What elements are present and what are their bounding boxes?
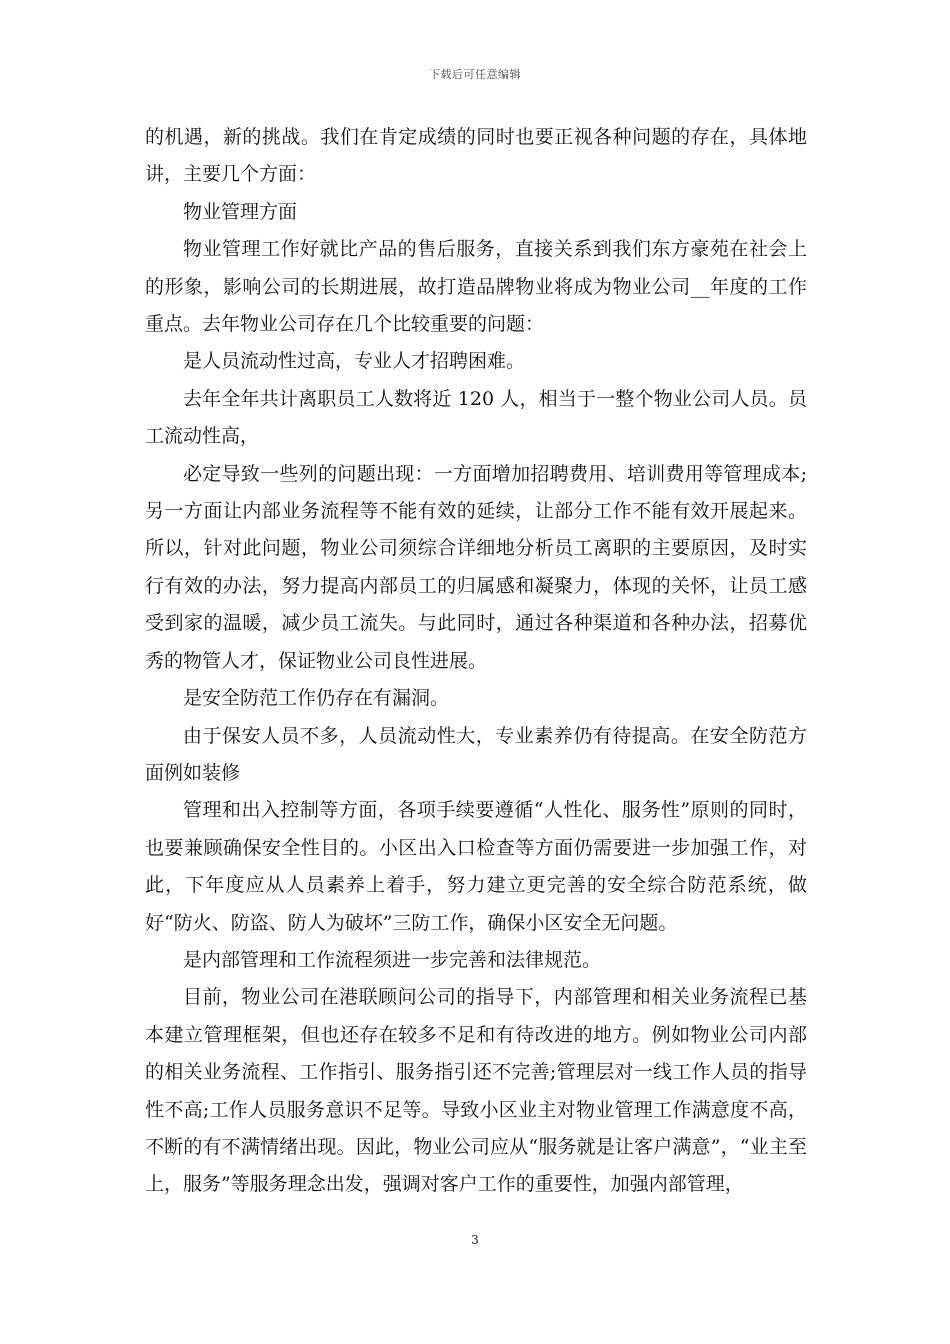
paragraph-3: 物业管理工作好就比产品的售后服务，直接关系到我们东方豪苑在社会上的形象，影响公司的长期进展，故打造品牌物业将成为物业公司__年度的工作重点。去年物业公司存在几个比较重要的问题： <box>145 238 807 336</box>
paragraph-5: 去年全年共计离职员工人数将近 120 人，相当于一整个物业公司人员。员工流动性高， <box>145 387 807 448</box>
paragraph-1: 的机遇，新的挑战。我们在肯定成绩的同时也要正视各种问题的存在，具体地讲，主要几个方面： <box>145 126 807 186</box>
paragraph-9: 管理和出入控制等方面，各项手续要遵循“人性化、服务性”原则的同时，也要兼顾确保安全性目的。小区出入口检查等方面仍需要进一步加强工作，对此，下年度应从人员素养上着手，努力建立更完善的安全综合防范系统，做好“防火、防盗、防人为破坏”三防工作，确保小区安全无问题。 <box>145 799 807 934</box>
page-header: 下载后可任意编辑 <box>429 68 521 81</box>
paragraph-8: 由于保安人员不多，人员流动性大，专业素养仍有待提高。在安全防范方面例如装修 <box>145 724 807 784</box>
paragraph-2: 物业管理方面 <box>183 200 298 223</box>
paragraph-4: 是人员流动性过高，专业人才招聘困难。 <box>183 350 526 373</box>
paragraph-10: 是内部管理和工作流程须进一步完善和法律规范。 <box>183 948 602 971</box>
page-number: 3 <box>471 1233 479 1247</box>
paragraph-7: 是安全防范工作仍存在有漏洞。 <box>183 687 450 710</box>
paragraph-11: 目前，物业公司在港联顾问公司的指导下，内部管理和相关业务流程已基本建立管理框架，但也还存在较多不足和有待改进的地方。例如物业公司内部的相关业务流程、工作指引、服务指引还不完善;管理层对一线工作人员的指导性不高;工作人员服务意识不足等。导致小区业主对物业管理工作满意度不高，不断的有不满情绪出现。因此，物业公司应从“服务就是让客户满意”，“业主至上，服务”等服务理念出发，强调对客户工作的重要性，加强内部管理， <box>145 986 807 1196</box>
paragraph-6: 必定导致一些列的问题出现：一方面增加招聘费用、培训费用等管理成本;另一方面让内部业务流程等不能有效的延续，让部分工作不能有效开展起来。所以，针对此问题，物业公司须综合详细地分析员工离职的主要原因，及时实行有效的办法，努力提高内部员工的归属感和凝聚力，体现的关怀，让员工感受到家的温暖，减少员工流失。与此同时，通过各种渠道和各种办法，招募优秀的物管人才，保证物业公司良性进展。 <box>145 462 807 672</box>
document-body <box>145 119 807 1204</box>
